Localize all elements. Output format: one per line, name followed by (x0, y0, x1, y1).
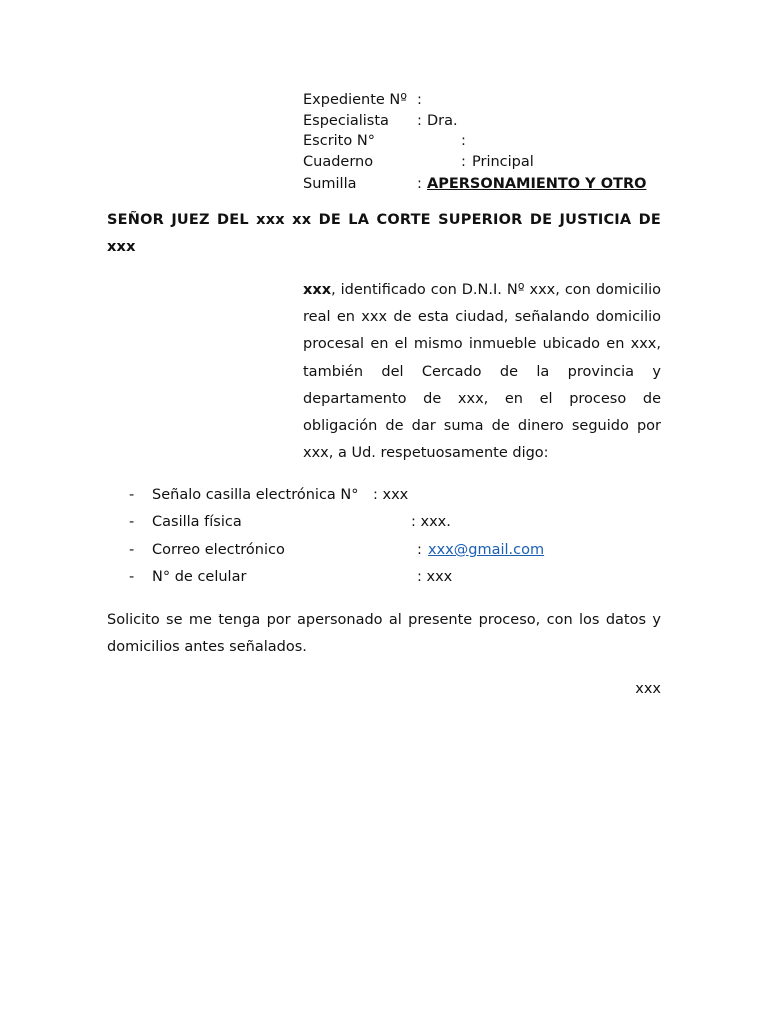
party-name: xxx (303, 282, 332, 298)
list-bullet: - (129, 514, 135, 530)
escrito-separator: : (461, 133, 466, 149)
sumilla-value: APERSONAMIENTO Y OTRO (427, 176, 647, 192)
list-separator: : (417, 542, 422, 558)
especialista-label: Especialista (303, 113, 389, 129)
list-bullet: - (129, 542, 135, 558)
request-paragraph: Solicito se me tenga por apersonado al presente proceso, con los datos y domicilios antes señalados. (107, 612, 661, 655)
sumilla-label: Sumilla (303, 176, 357, 192)
cuaderno-value: Principal (472, 154, 534, 170)
email-link[interactable]: xxx@gmail.com (428, 542, 545, 558)
cuaderno-label: Cuaderno (303, 154, 374, 170)
identification-paragraph (303, 277, 661, 467)
expediente-label: Expediente Nº (303, 92, 408, 108)
especialista-value: Dra. (427, 113, 458, 129)
cuaderno-separator: : (461, 154, 466, 170)
identification-text: , identificado con D.N.I. Nº xxx, con domicilio real en xxx de esta ciudad, señalando domicilio procesal en el mismo inmueble ubicado en xxx, también del Cercado de la provincia y departamento de xxx, en el proceso de obligación de dar suma de dinero seguido por xxx, a Ud. respetuosamente digo: (303, 282, 661, 462)
list-label: Señalo casilla electrónica N° (152, 487, 359, 503)
escrito-label: Escrito N° (303, 133, 375, 149)
sumilla-separator: : (417, 176, 422, 192)
signature: xxx (635, 681, 661, 697)
list-value: : xxx. (411, 514, 451, 530)
especialista-separator: : (417, 113, 422, 129)
list-label: Casilla física (152, 514, 242, 530)
list-label: N° de celular (152, 569, 247, 585)
addressee-heading: SEÑOR JUEZ DEL xxx xx DE LA CORTE SUPERIOR DE JUSTICIA DE xxx (107, 212, 661, 255)
list-bullet: - (129, 487, 135, 503)
list-value: : xxx (373, 487, 409, 503)
list-bullet: - (129, 569, 135, 585)
list-label: Correo electrónico (152, 542, 285, 558)
list-value: : xxx (417, 569, 453, 585)
expediente-separator: : (417, 92, 422, 108)
